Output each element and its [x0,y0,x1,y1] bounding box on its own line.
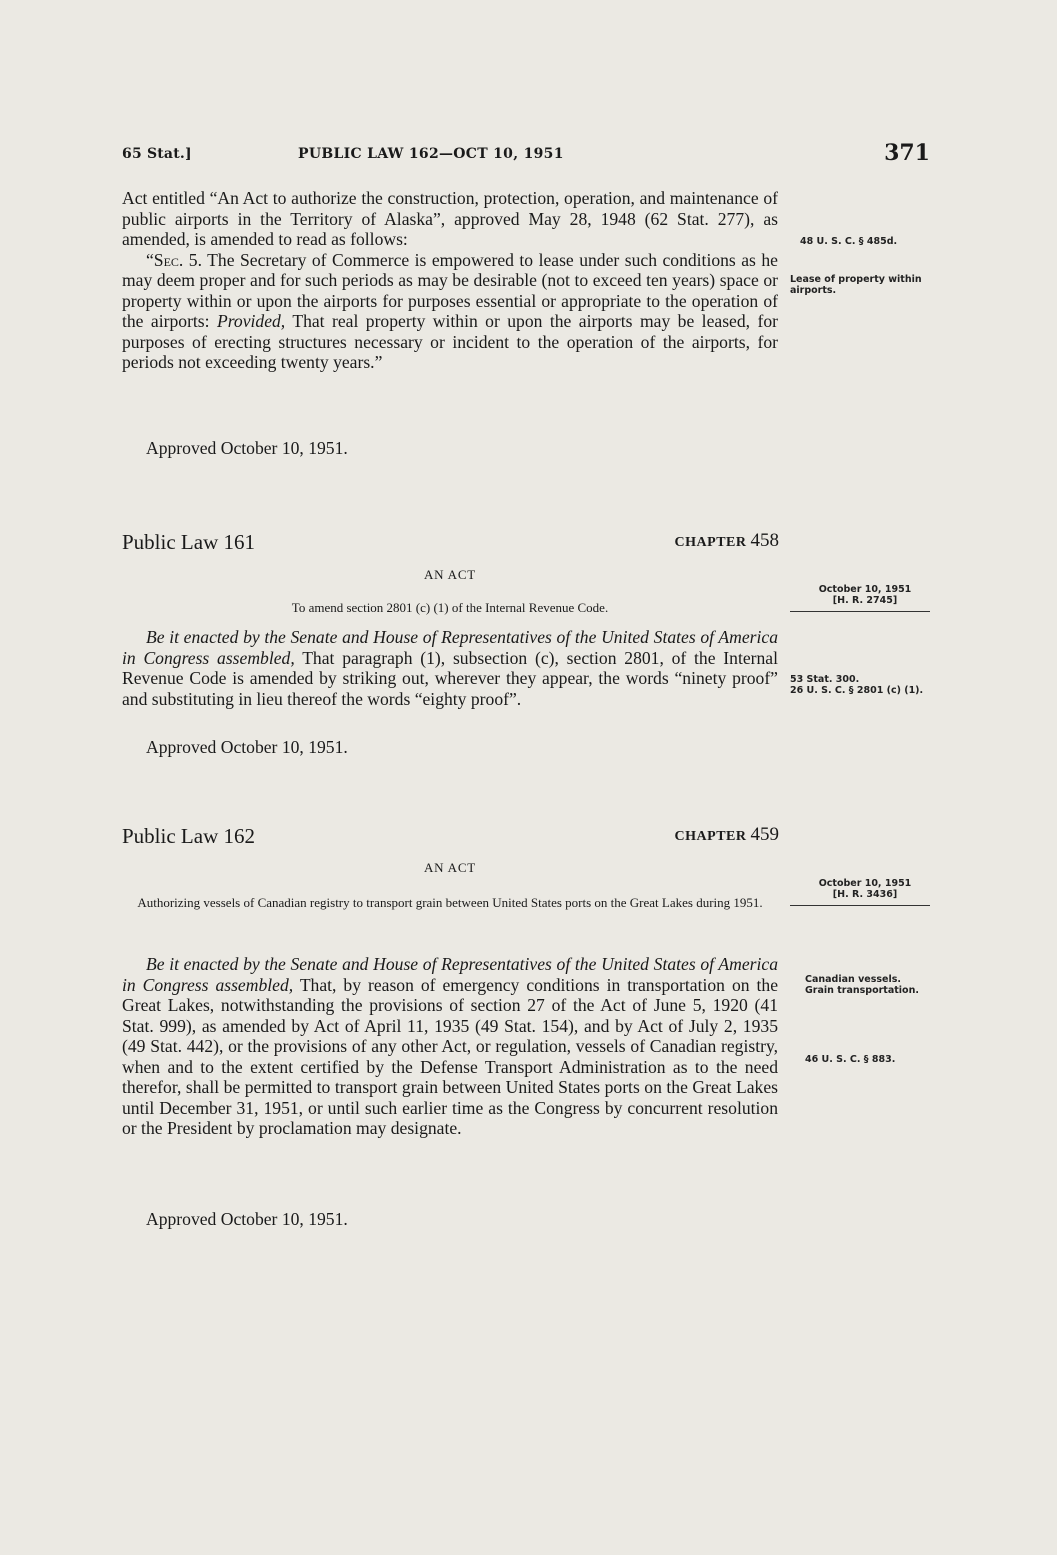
margin-rule-1 [790,611,930,612]
opening-section [122,188,778,373]
law-161-margin-citations [790,674,935,696]
section-5-paragraph [122,250,778,373]
chapter-word: CHAPTER [674,535,747,550]
law-162-enacting-clause: Be it enacted by the Senate and House of Representatives of the United States of America in Congress assembled, [122,954,778,995]
law-162-margin-date [800,878,930,900]
margin-topic-grain-transportation: Grain transportation. [805,985,919,996]
law-162-margin-topics [805,974,935,996]
law-161-purpose: To amend section 2801 (c) (1) of the Internal Revenue Code. [291,600,609,615]
law-161-usc-cite: 26 U. S. C. § 2801 (c) (1). [790,685,924,696]
margin-citation-1: 48 U. S. C. § 485d. [800,236,898,247]
public-law-161-title: Public Law 161 [122,530,255,554]
chapter-number: 459 [750,824,779,845]
law-161-margin-date [800,584,930,606]
volume-reference: 65 Stat.] [122,146,192,162]
law-161-text: That paragraph (1), subsection (c), section 2801, of the Internal Revenue Code is amended by striking out, wherever they appear, the words “ninety proof” and substituting in lieu thereof the words “eighty proof”. [122,647,778,709]
law-162-date: October 10, 1951 [818,878,912,889]
section-5-text-1: The Secretary of Commerce is empowered to lease under such conditions as he may deem proper and for such periods as may be desirable (not to exceed ten years) space or property within or upon the airports for purposes essential or appropriate to the operation of the airports: [122,249,778,331]
opening-paragraph: Act entitled “An Act to authorize the construction, protection, operation, and maintenance of public airports in the Territory of Alaska”, approved May 28, 1948 (62 Stat. 277), as amended, is amended to read as follows: [122,188,778,249]
running-header [122,140,930,170]
header-title: PUBLIC LAW 162—OCT 10, 1951 [298,146,564,162]
law-162-margin-citation: 46 U. S. C. § 883. [805,1054,896,1065]
law-162-bill-number: [H. R. 3436] [832,889,898,900]
law-161-paragraph [122,627,778,709]
law-161-date: October 10, 1951 [818,584,912,595]
chapter-number: 458 [750,530,779,551]
margin-rule-2 [790,905,930,906]
law-161-bill-number: [H. R. 2745] [832,595,898,606]
section-5-lead: “Sec. 5. [146,249,202,270]
law-161-stat-cite: 53 Stat. 300. [790,674,860,685]
margin-topic-lease: Lease of property within airports. [790,274,922,296]
approved-date-1: Approved October 10, 1951. [146,438,348,458]
an-act-heading-2: AN ACT [423,860,477,875]
public-law-162-title: Public Law 162 [122,824,255,848]
law-162-body [122,954,778,1139]
law-161-body [122,627,778,709]
approved-date-2: Approved October 10, 1951. [146,737,348,757]
law-162-text: That, by reason of emergency conditions in transportation on the Great Lakes, notwithstanding the provisions of section 27 of the Act of June 5, 1920 (41 Stat. 999), as amended by Act of April 11, 1935 (49 Stat. 154), and by Act of July 2, 1935 (49 Stat. 442), or the provisions of any other Act, or regulation, vessels of Canadian registry, when and to the extent certified by the Defense Transport Administration as to the need therefor, shall be permitted to transport grain between United States ports on the Great Lakes until December 31, 1951, or until such earlier time as the Congress by concurrent resolution or the President by proclamation may designate. [122,974,778,1138]
law-162-paragraph [122,954,778,1139]
chapter-459 [675,824,779,846]
margin-topic-canadian-vessels: Canadian vessels. [805,974,902,985]
law-161-enacting-clause: Be it enacted by the Senate and House of Representatives of the United States of America in Congress assembled, [122,627,778,668]
provided-word: Provided, [216,311,286,331]
section-5-text-2: That real property within or upon the airports may be leased, for purposes of erecting structures necessary or incident to the operation of the airports, for periods not exceeding twenty years.” [122,311,778,372]
law-162-purpose: Authorizing vessels of Canadian registry to transport grain between United States ports on the Great Lakes during 1951. [137,895,763,910]
chapter-458 [675,530,779,552]
approved-date-3: Approved October 10, 1951. [146,1209,348,1229]
an-act-heading-1: AN ACT [423,567,477,582]
chapter-word: CHAPTER [674,829,747,844]
page-number: 371 [884,140,930,166]
